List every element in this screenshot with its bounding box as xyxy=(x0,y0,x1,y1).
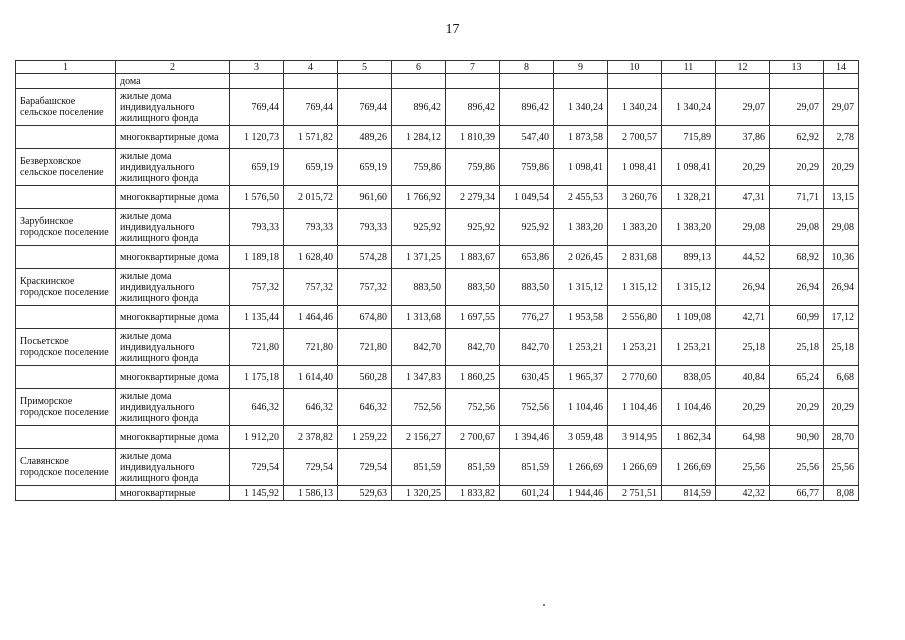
value-cell: 729,54 xyxy=(284,449,338,486)
value-cell: 1 315,12 xyxy=(608,269,662,306)
settlement-name: Зарубинское городское поселение xyxy=(16,209,116,246)
value-cell: 25,56 xyxy=(716,449,770,486)
value-cell: 62,92 xyxy=(770,126,824,149)
table-row xyxy=(16,389,859,426)
value-cell: 17,12 xyxy=(824,306,859,329)
value-cell: 547,40 xyxy=(500,126,554,149)
value-cell: 1 049,54 xyxy=(500,186,554,209)
column-header-14: 14 xyxy=(824,61,859,74)
value-cell-empty xyxy=(500,74,554,89)
value-cell: 1 320,25 xyxy=(392,486,446,501)
column-header-8: 8 xyxy=(500,61,554,74)
value-cell: 20,29 xyxy=(716,389,770,426)
value-cell: 1 315,12 xyxy=(554,269,608,306)
value-cell: 13,15 xyxy=(824,186,859,209)
housing-type-cell: многоквартирные дома xyxy=(116,126,230,149)
value-cell: 2 831,68 xyxy=(608,246,662,269)
settlement-name: Барабашское сельское поселение xyxy=(16,89,116,126)
value-cell: 20,29 xyxy=(770,389,824,426)
value-cell: 1 175,18 xyxy=(230,366,284,389)
value-cell: 42,71 xyxy=(716,306,770,329)
value-cell: 1 383,20 xyxy=(608,209,662,246)
value-cell: 25,18 xyxy=(716,329,770,366)
value-cell: 529,63 xyxy=(338,486,392,501)
value-cell: 776,27 xyxy=(500,306,554,329)
value-cell: 1 135,44 xyxy=(230,306,284,329)
value-cell: 1 464,46 xyxy=(284,306,338,329)
value-cell-empty xyxy=(554,74,608,89)
value-cell: 29,07 xyxy=(824,89,859,126)
value-cell: 925,92 xyxy=(392,209,446,246)
value-cell-empty xyxy=(662,74,716,89)
value-cell: 2 026,45 xyxy=(554,246,608,269)
value-cell-empty xyxy=(392,74,446,89)
table-row xyxy=(16,449,859,486)
value-cell: 1 253,21 xyxy=(554,329,608,366)
value-cell: 653,86 xyxy=(500,246,554,269)
value-cell: 1 098,41 xyxy=(554,149,608,186)
value-cell: 1 371,25 xyxy=(392,246,446,269)
settlement-cell-empty xyxy=(16,186,116,209)
value-cell: 1 315,12 xyxy=(662,269,716,306)
table-row xyxy=(16,269,859,306)
value-cell: 37,86 xyxy=(716,126,770,149)
value-cell: 1 104,46 xyxy=(608,389,662,426)
value-cell: 757,32 xyxy=(230,269,284,306)
value-cell: 1 944,46 xyxy=(554,486,608,501)
value-cell: 759,86 xyxy=(446,149,500,186)
value-cell: 29,08 xyxy=(716,209,770,246)
value-cell: 1 766,92 xyxy=(392,186,446,209)
value-cell: 90,90 xyxy=(770,426,824,449)
value-cell: 25,56 xyxy=(824,449,859,486)
settlement-cell-empty xyxy=(16,486,116,501)
housing-type-cell: многоквартирные дома xyxy=(116,186,230,209)
value-cell: 1 098,41 xyxy=(662,149,716,186)
housing-type-cell: дома xyxy=(116,74,230,89)
value-cell: 1 586,13 xyxy=(284,486,338,501)
value-cell: 883,50 xyxy=(500,269,554,306)
value-cell: 721,80 xyxy=(284,329,338,366)
value-cell: 1 145,92 xyxy=(230,486,284,501)
value-cell: 1 340,24 xyxy=(608,89,662,126)
value-cell: 65,24 xyxy=(770,366,824,389)
value-cell: 769,44 xyxy=(230,89,284,126)
value-cell: 25,18 xyxy=(770,329,824,366)
table-row xyxy=(16,329,859,366)
value-cell: 1 328,21 xyxy=(662,186,716,209)
settlement-cell-empty xyxy=(16,246,116,269)
value-cell: 2 455,53 xyxy=(554,186,608,209)
value-cell: 20,29 xyxy=(824,149,859,186)
value-cell: 28,70 xyxy=(824,426,859,449)
settlement-cell-empty xyxy=(16,306,116,329)
settlement-name: Краскинское городское поселение xyxy=(16,269,116,306)
value-cell: 44,52 xyxy=(716,246,770,269)
table-row xyxy=(16,426,859,449)
value-cell: 25,56 xyxy=(770,449,824,486)
housing-type-cell: жилые дома индивидуального жилищного фонда xyxy=(116,149,230,186)
settlement-cell-empty xyxy=(16,366,116,389)
value-cell: 752,56 xyxy=(446,389,500,426)
value-cell: 1 340,24 xyxy=(554,89,608,126)
value-cell: 729,54 xyxy=(230,449,284,486)
value-cell: 899,13 xyxy=(662,246,716,269)
value-cell: 1 860,25 xyxy=(446,366,500,389)
value-cell: 1 284,12 xyxy=(392,126,446,149)
value-cell-empty xyxy=(230,74,284,89)
value-cell: 752,56 xyxy=(392,389,446,426)
value-cell: 659,19 xyxy=(338,149,392,186)
value-cell: 3 059,48 xyxy=(554,426,608,449)
value-cell: 793,33 xyxy=(230,209,284,246)
value-cell: 2 279,34 xyxy=(446,186,500,209)
value-cell: 2 700,67 xyxy=(446,426,500,449)
column-header-11: 11 xyxy=(662,61,716,74)
value-cell-empty xyxy=(608,74,662,89)
housing-type-cell: жилые дома индивидуального жилищного фонда xyxy=(116,389,230,426)
value-cell: 2 556,80 xyxy=(608,306,662,329)
value-cell: 601,24 xyxy=(500,486,554,501)
value-cell: 729,54 xyxy=(338,449,392,486)
column-number-row xyxy=(16,61,859,74)
housing-type-cell: многоквартирные дома xyxy=(116,426,230,449)
value-cell: 1 109,08 xyxy=(662,306,716,329)
table-row xyxy=(16,149,859,186)
value-cell: 757,32 xyxy=(338,269,392,306)
column-header-2: 2 xyxy=(116,61,230,74)
value-cell: 1 576,50 xyxy=(230,186,284,209)
value-cell: 759,86 xyxy=(500,149,554,186)
value-cell: 8,08 xyxy=(824,486,859,501)
housing-type-cell: жилые дома индивидуального жилищного фонда xyxy=(116,449,230,486)
value-cell: 2 700,57 xyxy=(608,126,662,149)
value-cell: 60,99 xyxy=(770,306,824,329)
value-cell: 26,94 xyxy=(770,269,824,306)
value-cell: 793,33 xyxy=(338,209,392,246)
value-cell: 1 953,58 xyxy=(554,306,608,329)
settlement-name: Приморское городское поселение xyxy=(16,389,116,426)
value-cell: 1 833,82 xyxy=(446,486,500,501)
value-cell: 1 628,40 xyxy=(284,246,338,269)
scan-speck xyxy=(543,604,545,606)
value-cell-empty xyxy=(770,74,824,89)
value-cell: 1 394,46 xyxy=(500,426,554,449)
value-cell: 752,56 xyxy=(500,389,554,426)
settlement-cell-empty xyxy=(16,74,116,89)
housing-type-cell: жилые дома индивидуального жилищного фонда xyxy=(116,329,230,366)
value-cell: 838,05 xyxy=(662,366,716,389)
value-cell: 1 259,22 xyxy=(338,426,392,449)
value-cell: 842,70 xyxy=(446,329,500,366)
value-cell: 66,77 xyxy=(770,486,824,501)
page-number: 17 xyxy=(445,22,460,37)
tariff-table xyxy=(15,60,859,501)
column-header-13: 13 xyxy=(770,61,824,74)
value-cell: 29,07 xyxy=(770,89,824,126)
table-row xyxy=(16,486,859,501)
value-cell: 489,26 xyxy=(338,126,392,149)
value-cell: 574,28 xyxy=(338,246,392,269)
housing-type-cell: жилые дома индивидуального жилищного фонда xyxy=(116,209,230,246)
column-header-6: 6 xyxy=(392,61,446,74)
value-cell: 1 266,69 xyxy=(662,449,716,486)
value-cell: 1 266,69 xyxy=(554,449,608,486)
column-header-12: 12 xyxy=(716,61,770,74)
value-cell: 674,80 xyxy=(338,306,392,329)
value-cell: 896,42 xyxy=(392,89,446,126)
value-cell: 896,42 xyxy=(446,89,500,126)
value-cell: 26,94 xyxy=(824,269,859,306)
value-cell: 646,32 xyxy=(338,389,392,426)
value-cell: 1 883,67 xyxy=(446,246,500,269)
value-cell: 925,92 xyxy=(446,209,500,246)
value-cell: 26,94 xyxy=(716,269,770,306)
value-cell: 1 810,39 xyxy=(446,126,500,149)
value-cell: 715,89 xyxy=(662,126,716,149)
value-cell: 842,70 xyxy=(500,329,554,366)
value-cell: 1 098,41 xyxy=(608,149,662,186)
column-header-10: 10 xyxy=(608,61,662,74)
value-cell: 1 266,69 xyxy=(608,449,662,486)
value-cell: 630,45 xyxy=(500,366,554,389)
table-row xyxy=(16,306,859,329)
value-cell: 10,36 xyxy=(824,246,859,269)
settlement-cell-empty xyxy=(16,126,116,149)
settlement-name: Посьетское городское поселение xyxy=(16,329,116,366)
value-cell: 814,59 xyxy=(662,486,716,501)
value-cell: 20,29 xyxy=(770,149,824,186)
value-cell: 769,44 xyxy=(338,89,392,126)
value-cell: 560,28 xyxy=(338,366,392,389)
settlement-cell-empty xyxy=(16,426,116,449)
table-row xyxy=(16,186,859,209)
table-row xyxy=(16,126,859,149)
value-cell: 47,31 xyxy=(716,186,770,209)
value-cell: 1 253,21 xyxy=(662,329,716,366)
value-cell: 646,32 xyxy=(284,389,338,426)
value-cell-empty xyxy=(716,74,770,89)
settlement-name: Славянское городское поселение xyxy=(16,449,116,486)
value-cell: 2,78 xyxy=(824,126,859,149)
value-cell: 25,18 xyxy=(824,329,859,366)
value-cell: 851,59 xyxy=(446,449,500,486)
value-cell: 1 571,82 xyxy=(284,126,338,149)
housing-type-cell: многоквартирные дома xyxy=(116,366,230,389)
value-cell: 851,59 xyxy=(500,449,554,486)
value-cell: 2 015,72 xyxy=(284,186,338,209)
value-cell: 1 253,21 xyxy=(608,329,662,366)
value-cell: 1 912,20 xyxy=(230,426,284,449)
value-cell: 1 383,20 xyxy=(662,209,716,246)
column-header-4: 4 xyxy=(284,61,338,74)
table-body xyxy=(16,61,859,501)
value-cell: 1 104,46 xyxy=(662,389,716,426)
value-cell: 925,92 xyxy=(500,209,554,246)
value-cell: 721,80 xyxy=(230,329,284,366)
value-cell: 1 120,73 xyxy=(230,126,284,149)
table-row xyxy=(16,74,859,89)
value-cell: 20,29 xyxy=(716,149,770,186)
value-cell: 851,59 xyxy=(392,449,446,486)
value-cell: 896,42 xyxy=(500,89,554,126)
value-cell: 883,50 xyxy=(392,269,446,306)
value-cell: 769,44 xyxy=(284,89,338,126)
value-cell: 1 340,24 xyxy=(662,89,716,126)
value-cell: 961,60 xyxy=(338,186,392,209)
table-row xyxy=(16,246,859,269)
column-header-9: 9 xyxy=(554,61,608,74)
value-cell: 1 862,34 xyxy=(662,426,716,449)
housing-type-cell: многоквартирные xyxy=(116,486,230,501)
table-row xyxy=(16,366,859,389)
value-cell-empty xyxy=(446,74,500,89)
settlement-name: Безверховское сельское поселение xyxy=(16,149,116,186)
value-cell: 6,68 xyxy=(824,366,859,389)
value-cell: 2 378,82 xyxy=(284,426,338,449)
value-cell: 2 156,27 xyxy=(392,426,446,449)
value-cell: 646,32 xyxy=(230,389,284,426)
value-cell: 757,32 xyxy=(284,269,338,306)
column-header-3: 3 xyxy=(230,61,284,74)
value-cell: 20,29 xyxy=(824,389,859,426)
table-row xyxy=(16,89,859,126)
column-header-5: 5 xyxy=(338,61,392,74)
value-cell: 883,50 xyxy=(446,269,500,306)
value-cell: 721,80 xyxy=(338,329,392,366)
value-cell-empty xyxy=(284,74,338,89)
table-row xyxy=(16,209,859,246)
value-cell: 3 914,95 xyxy=(608,426,662,449)
value-cell: 1 873,58 xyxy=(554,126,608,149)
value-cell: 29,07 xyxy=(716,89,770,126)
value-cell: 759,86 xyxy=(392,149,446,186)
value-cell: 64,98 xyxy=(716,426,770,449)
value-cell: 1 383,20 xyxy=(554,209,608,246)
value-cell: 659,19 xyxy=(230,149,284,186)
housing-type-cell: многоквартирные дома xyxy=(116,246,230,269)
value-cell: 659,19 xyxy=(284,149,338,186)
value-cell: 29,08 xyxy=(770,209,824,246)
column-header-7: 7 xyxy=(446,61,500,74)
value-cell-empty xyxy=(338,74,392,89)
value-cell: 1 313,68 xyxy=(392,306,446,329)
value-cell: 3 260,76 xyxy=(608,186,662,209)
value-cell: 2 770,60 xyxy=(608,366,662,389)
housing-type-cell: жилые дома индивидуального жилищного фонда xyxy=(116,269,230,306)
value-cell: 1 614,40 xyxy=(284,366,338,389)
value-cell: 40,84 xyxy=(716,366,770,389)
value-cell: 1 965,37 xyxy=(554,366,608,389)
value-cell: 1 697,55 xyxy=(446,306,500,329)
value-cell: 793,33 xyxy=(284,209,338,246)
value-cell: 1 347,83 xyxy=(392,366,446,389)
column-header-1: 1 xyxy=(16,61,116,74)
housing-type-cell: жилые дома индивидуального жилищного фонда xyxy=(116,89,230,126)
value-cell: 68,92 xyxy=(770,246,824,269)
housing-type-cell: многоквартирные дома xyxy=(116,306,230,329)
value-cell: 1 189,18 xyxy=(230,246,284,269)
value-cell: 1 104,46 xyxy=(554,389,608,426)
value-cell: 29,08 xyxy=(824,209,859,246)
value-cell: 42,32 xyxy=(716,486,770,501)
value-cell: 2 751,51 xyxy=(608,486,662,501)
value-cell: 842,70 xyxy=(392,329,446,366)
value-cell-empty xyxy=(824,74,859,89)
value-cell: 71,71 xyxy=(770,186,824,209)
